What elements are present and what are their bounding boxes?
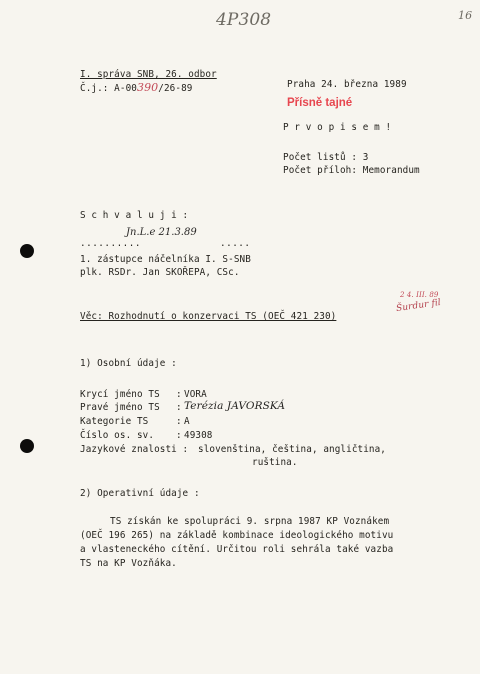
- field-colon: :: [176, 416, 182, 427]
- reference-number: Č.j.: A-00390/26-89: [80, 81, 193, 94]
- page-number: 16: [458, 9, 473, 22]
- sheet-count: Počet listů : 3: [283, 152, 369, 163]
- punch-hole-bottom: [20, 439, 34, 453]
- field-colon: :: [176, 402, 182, 413]
- field-label-real-name: Pravé jméno TS: [80, 402, 160, 413]
- field-value-languages: slovenština, čeština, angličtina,: [198, 444, 387, 455]
- approver-name: plk. RSDr. Jan SKOŘEPA, CSc.: [80, 267, 240, 278]
- approval-label: S c h v a l u j i :: [80, 210, 189, 221]
- field-value-category: A: [184, 416, 190, 427]
- approval-signature: Jn.L.e 21.3.89: [126, 227, 197, 238]
- body-line: TS na KP Vozňáka.: [80, 558, 177, 569]
- body-line: TS získán ke spolupráci 9. srpna 1987 KP Voznákem: [110, 516, 390, 527]
- field-label-category: Kategorie TS: [80, 416, 149, 427]
- field-value-languages-cont: ruština.: [252, 457, 298, 468]
- subject-line: Věc: Rozhodnutí o konzervaci TS (OEČ 421 230): [80, 311, 337, 322]
- place-date: Praha 24. března 1989: [287, 79, 407, 90]
- body-line: a vlasteneckého cítění. Určitou roli sehrála také vazba: [80, 544, 394, 555]
- section-personal-heading: 1) Osobní údaje :: [80, 358, 177, 369]
- margin-note: Šurdur fil: [395, 297, 442, 315]
- field-colon: :: [176, 430, 182, 441]
- department: I. správa SNB, 26. odbor: [80, 69, 217, 80]
- field-value-real-name: Terézia JAVORSKÁ: [184, 400, 286, 412]
- classification-stamp: Přísně tajné: [287, 97, 353, 109]
- punch-hole-top: [20, 244, 34, 258]
- field-colon: :: [176, 389, 182, 400]
- section-operative-heading: 2) Operativní údaje :: [80, 488, 200, 499]
- copy-mark: P r v o p i s e m !: [283, 122, 392, 133]
- approver-title: 1. zástupce náčelníka I. S-SNB: [80, 254, 251, 265]
- attachment-count: Počet příloh: Memorandum: [283, 165, 420, 176]
- field-label-languages: Jazykové znalosti :: [80, 444, 189, 455]
- signature-line: ..........: [80, 238, 141, 249]
- field-value-cover-name: VORA: [184, 389, 207, 400]
- margin-stamp: 2 4. III. 89: [400, 291, 439, 299]
- archive-number: 4P308: [216, 10, 272, 30]
- field-label-cover-name: Krycí jméno TS: [80, 389, 160, 400]
- signature-line-end: .....: [220, 238, 251, 249]
- field-value-id-number: 49308: [184, 430, 213, 441]
- field-label-id-number: Číslo os. sv.: [80, 430, 155, 441]
- body-line: (OEČ 196 265) na základě kombinace ideologického motivu: [80, 530, 394, 541]
